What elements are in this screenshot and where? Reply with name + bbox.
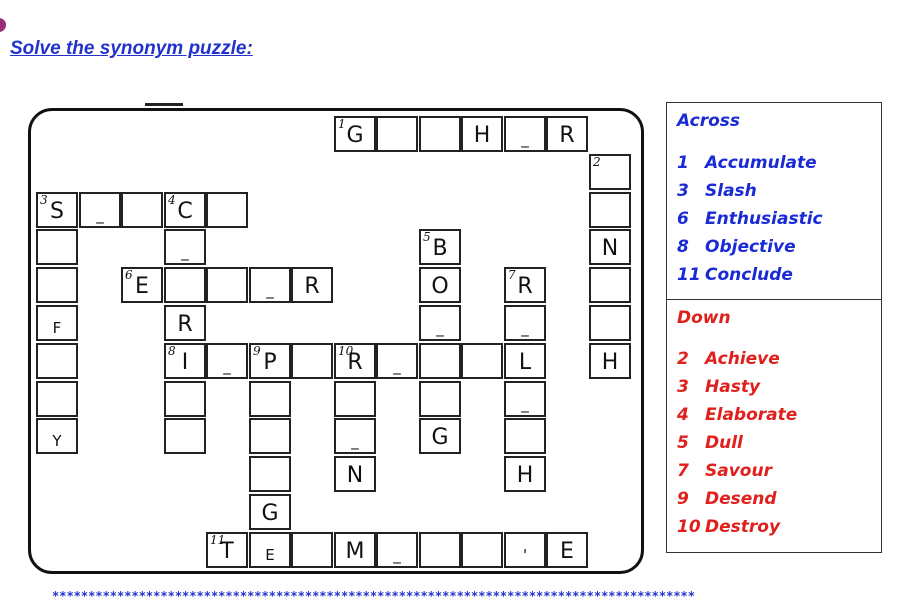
cell-number: 9 <box>253 344 261 358</box>
down-clue-text: Savour <box>705 461 772 481</box>
crossword-cell[interactable] <box>589 154 631 190</box>
crossword-cell[interactable] <box>419 305 461 341</box>
crossword-cell[interactable] <box>249 343 291 379</box>
down-clue-text: Hasty <box>705 377 761 397</box>
across-clue-text: Enthusiastic <box>705 209 823 229</box>
cell-letter: H <box>516 463 534 488</box>
crossword-cell[interactable] <box>206 343 248 379</box>
across-clue <box>677 177 823 205</box>
crossword-cell[interactable] <box>164 267 206 303</box>
down-clue <box>677 457 797 485</box>
cell-letter: E <box>560 539 574 564</box>
cell-letter: E <box>135 274 149 299</box>
crossword-cell[interactable] <box>589 192 631 228</box>
cell-number: 2 <box>593 155 601 169</box>
crossword-cell[interactable] <box>291 343 333 379</box>
crossword-cell[interactable] <box>36 305 78 341</box>
crossword-cell[interactable] <box>291 532 333 568</box>
frame-tab <box>145 103 183 106</box>
cell-number: 11 <box>210 533 226 547</box>
across-clue-text: Objective <box>705 237 796 257</box>
down-clue-text: Dull <box>705 433 743 453</box>
crossword-cell[interactable] <box>249 494 291 530</box>
crossword-cell[interactable] <box>164 343 206 379</box>
down-clue-text: Elaborate <box>705 405 798 425</box>
down-clue-text: Achieve <box>705 349 780 369</box>
crossword-cell[interactable] <box>36 418 78 454</box>
cell-letter: F <box>52 319 62 337</box>
cell-letter: _ <box>436 319 444 337</box>
cell-letter: N <box>601 236 619 261</box>
crossword-cell[interactable] <box>504 381 546 417</box>
crossword-cell[interactable] <box>504 418 546 454</box>
cell-letter: B <box>432 236 448 261</box>
across-clue <box>677 149 823 177</box>
crossword-cell[interactable] <box>334 456 376 492</box>
cell-letter: _ <box>393 546 401 564</box>
down-clue-number: 2 <box>677 349 689 369</box>
down-clue <box>677 429 797 457</box>
crossword-cell[interactable] <box>589 267 631 303</box>
cell-letter: C <box>177 199 193 224</box>
down-heading: Down <box>677 308 731 328</box>
cell-letter: _ <box>351 432 359 450</box>
down-clue-list <box>677 345 797 541</box>
crossword-cell[interactable] <box>589 305 631 341</box>
down-clue <box>677 345 797 373</box>
puzzle-frame <box>28 108 644 574</box>
crossword-cell[interactable] <box>419 229 461 265</box>
crossword-cell[interactable] <box>249 418 291 454</box>
cell-letter: Y <box>52 432 62 450</box>
crossword-cell[interactable] <box>249 532 291 568</box>
down-clue-text: Destroy <box>705 517 781 537</box>
down-clue-number: 10 <box>677 517 701 537</box>
crossword-cell[interactable] <box>504 305 546 341</box>
cell-letter: ' <box>522 546 528 564</box>
cell-letter: R <box>304 274 320 299</box>
cell-letter: G <box>261 501 279 526</box>
down-clue-number: 5 <box>677 433 689 453</box>
crossword-cell[interactable] <box>376 532 418 568</box>
cell-letter: _ <box>96 206 104 224</box>
crossword-cell[interactable] <box>36 343 78 379</box>
cell-letter: R <box>517 274 533 299</box>
cell-letter: _ <box>521 130 529 148</box>
cell-letter: _ <box>223 357 231 375</box>
cell-letter: L <box>518 350 532 375</box>
crossword-cell[interactable] <box>79 192 121 228</box>
crossword-cell[interactable] <box>419 381 461 417</box>
page-title: Solve the synonym puzzle: <box>10 38 253 59</box>
crossword-cell[interactable] <box>249 267 291 303</box>
crossword-cell[interactable] <box>376 343 418 379</box>
crossword-cell[interactable] <box>546 532 588 568</box>
across-clue-number: 3 <box>677 181 689 201</box>
cell-letter: H <box>601 350 619 375</box>
across-clue <box>677 261 823 289</box>
across-clue-text: Conclude <box>705 265 793 285</box>
separator-stars: ***************************************************************************************** <box>52 589 695 603</box>
cell-number: 10 <box>338 344 354 358</box>
crossword-cell[interactable] <box>589 343 631 379</box>
across-clue-text: Slash <box>705 181 757 201</box>
crossword-cell[interactable] <box>376 116 418 152</box>
down-clue-text: Desend <box>705 489 777 509</box>
crossword-cell[interactable] <box>164 229 206 265</box>
cell-number: 6 <box>125 268 133 282</box>
crossword-cell[interactable] <box>121 192 163 228</box>
down-clue <box>677 513 797 541</box>
down-clue-number: 7 <box>677 461 689 481</box>
across-clue <box>677 233 823 261</box>
crossword-cell[interactable] <box>504 267 546 303</box>
cell-letter: I <box>181 350 189 375</box>
across-clue-number: 8 <box>677 237 689 257</box>
cell-letter: H <box>473 123 491 148</box>
cell-number: 5 <box>423 230 431 244</box>
cell-letter: R <box>559 123 575 148</box>
crossword-cell[interactable] <box>461 343 503 379</box>
crossword-cell[interactable] <box>206 192 248 228</box>
down-clue <box>677 485 797 513</box>
cell-letter: N <box>346 463 364 488</box>
crossword-cell[interactable] <box>334 418 376 454</box>
cell-letter: T <box>220 539 234 564</box>
across-clue-list <box>677 149 823 289</box>
crossword-cell[interactable] <box>334 116 376 152</box>
crossword-cell[interactable] <box>206 267 248 303</box>
cell-letter: _ <box>181 243 189 261</box>
crossword-cell[interactable] <box>36 381 78 417</box>
across-clue-number: 11 <box>677 265 701 285</box>
crossword-cell[interactable] <box>334 532 376 568</box>
cell-letter: S <box>50 199 64 224</box>
across-section <box>667 103 881 300</box>
cell-number: 3 <box>40 193 48 207</box>
crossword-cell[interactable] <box>36 267 78 303</box>
crossword-cell[interactable] <box>291 267 333 303</box>
crossword-cell[interactable] <box>334 381 376 417</box>
crossword-cell[interactable] <box>249 381 291 417</box>
across-clue-text: Accumulate <box>705 153 817 173</box>
down-clue <box>677 373 797 401</box>
down-clue <box>677 401 797 429</box>
cell-letter: R <box>347 350 363 375</box>
crossword-cell[interactable] <box>504 532 546 568</box>
crossword-cell[interactable] <box>164 418 206 454</box>
across-clue <box>677 205 823 233</box>
crossword-cell[interactable] <box>504 343 546 379</box>
cell-letter: G <box>346 123 364 148</box>
cell-letter: G <box>431 425 449 450</box>
crossword-cell[interactable] <box>419 116 461 152</box>
crossword-cell[interactable] <box>334 343 376 379</box>
crossword-cell[interactable] <box>36 229 78 265</box>
cell-number: 7 <box>508 268 516 282</box>
crossword-cell[interactable] <box>206 532 248 568</box>
crossword-cell[interactable] <box>121 267 163 303</box>
cell-letter: _ <box>521 395 529 413</box>
cell-letter: _ <box>521 319 529 337</box>
down-clue-number: 9 <box>677 489 689 509</box>
crossword-cell[interactable] <box>164 381 206 417</box>
cell-letter: O <box>431 274 449 299</box>
crossword-cell[interactable] <box>249 456 291 492</box>
crossword-cell[interactable] <box>546 116 588 152</box>
crossword-cell[interactable] <box>589 229 631 265</box>
across-clue-number: 6 <box>677 209 689 229</box>
across-heading: Across <box>677 111 741 131</box>
cell-letter: M <box>345 539 365 564</box>
crossword-cell[interactable] <box>164 192 206 228</box>
down-clue-number: 3 <box>677 377 689 397</box>
crossword-cell[interactable] <box>164 305 206 341</box>
crossword-cell[interactable] <box>504 116 546 152</box>
cell-letter: _ <box>266 281 274 299</box>
cell-number: 1 <box>338 117 346 131</box>
clues-panel <box>666 102 882 553</box>
crossword-cell[interactable] <box>419 343 461 379</box>
crossword-cell[interactable] <box>36 192 78 228</box>
cell-number: 8 <box>168 344 176 358</box>
crossword-cell[interactable] <box>461 532 503 568</box>
crossword-cell[interactable] <box>419 532 461 568</box>
cell-letter: P <box>263 350 277 375</box>
crossword-cell[interactable] <box>419 267 461 303</box>
crossword-cell[interactable] <box>504 456 546 492</box>
cell-letter: R <box>177 312 193 337</box>
down-clue-number: 4 <box>677 405 689 425</box>
cell-number: 4 <box>168 193 176 207</box>
cell-letter: E <box>265 546 275 564</box>
crossword-cell[interactable] <box>419 418 461 454</box>
crossword-cell[interactable] <box>461 116 503 152</box>
corner-decoration <box>0 18 6 32</box>
cell-letter: _ <box>393 357 401 375</box>
across-clue-number: 1 <box>677 153 689 173</box>
